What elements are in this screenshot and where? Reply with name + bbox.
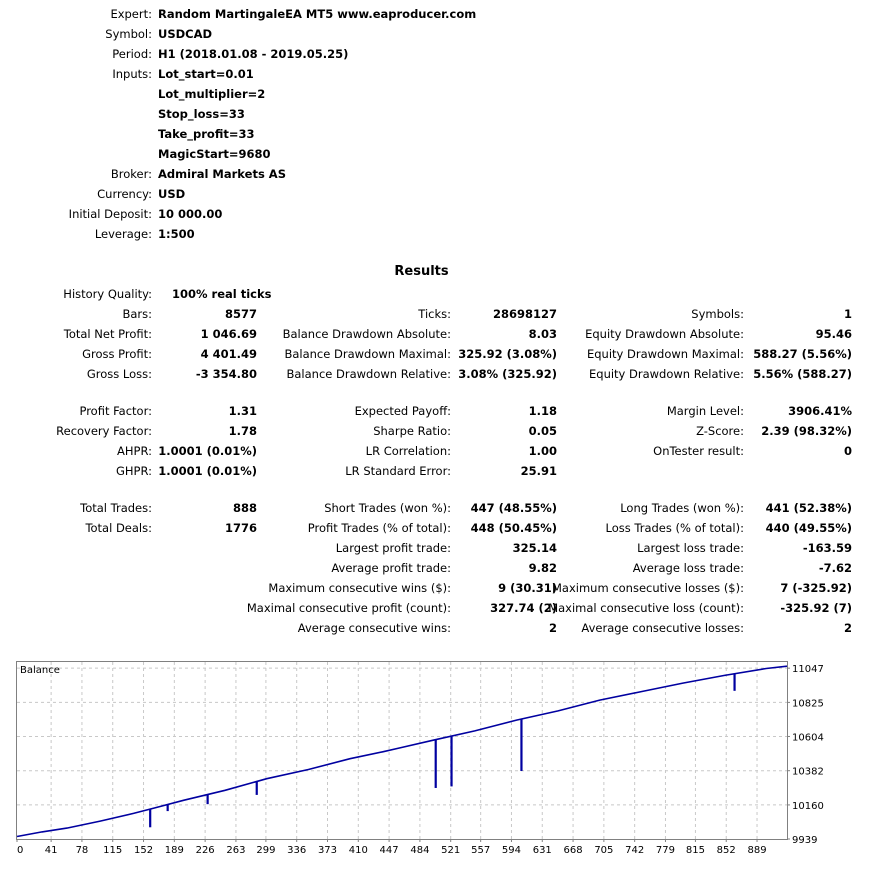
input-take-profit: Take_profit=33 [158,127,255,141]
stat-label: AHPR: [117,444,152,458]
stat-value: -163.59 [802,541,852,555]
stat-label: Maximal consecutive loss (count): [548,601,744,615]
stat-value: 440 (49.55%) [765,521,852,535]
stat-label: Expected Payoff: [354,404,451,418]
stat-label: Gross Loss: [86,367,152,381]
stat-value: 8577 [224,307,257,321]
x-tick-label: 631 [532,845,552,856]
x-tick-label: 336 [287,845,307,856]
stat-label: Short Trades (won %): [324,501,451,515]
stat-label: Equity Drawdown Absolute: [585,327,744,341]
y-tick-label: 11047 [792,664,824,676]
stat-label: Average profit trade: [331,561,451,575]
stat-value: 25.91 [520,464,557,478]
stat-value: 325.14 [512,541,557,555]
stat-value: 1 [843,307,852,321]
x-tick-label: 373 [317,845,338,856]
stat-value: 0.05 [528,424,557,438]
stat-value: 1.0001 (0.01%) [158,464,257,478]
stat-label: Balance Drawdown Relative: [286,367,451,381]
stat-value: 1 046.69 [200,327,257,341]
expert-value: Random MartingaleEA MT5 www.eaproducer.com [158,7,477,21]
stat-label: Long Trades (won %): [620,501,744,515]
x-tick-label: 742 [625,845,645,856]
stat-value: 3906.41% [788,404,852,418]
broker-label: Broker: [110,167,152,181]
x-tick-label: 594 [501,845,522,856]
leverage-value: 1:500 [158,227,195,241]
stat-label: Margin Level: [666,404,744,418]
stat-label: Gross Profit: [82,347,152,361]
stat-label: Balance Drawdown Maximal: [284,347,451,361]
y-axis [787,664,824,846]
stat-value: 1.78 [228,424,257,438]
stat-label: Z-Score: [696,424,744,438]
stat-value: 95.46 [815,327,852,341]
chart-title: Balance [20,665,60,676]
input-lot-multiplier: Lot_multiplier=2 [158,87,266,101]
stat-label: Maximum consecutive wins ($): [268,581,451,595]
stat-label: Ticks: [418,307,451,321]
x-tick-label: 889 [747,845,767,856]
input-lot-start: Lot_start=0.01 [158,67,254,81]
stat-value: 28698127 [492,307,557,321]
stat-label: LR Correlation: [365,444,451,458]
stat-value: -7.62 [818,561,852,575]
stat-label: Total Trades: [80,501,152,515]
x-tick-label: 0 [17,845,24,856]
x-tick-label: 189 [164,845,184,856]
y-tick-label: 10825 [792,698,824,710]
stat-value: 888 [232,501,257,515]
y-tick-label: 10160 [792,800,824,812]
results-title: Results [394,264,449,279]
stat-label: Loss Trades (% of total): [605,521,744,535]
x-tick-label: 521 [441,845,461,856]
input-magic-start: MagicStart=9680 [158,147,271,161]
stat-value: 2 [548,621,557,635]
stat-value: 5.56% (588.27) [753,367,852,381]
symbol-label: Symbol: [105,27,152,41]
stat-value: 3.08% (325.92) [458,367,557,381]
inputs-label: Inputs: [112,67,152,81]
stat-label: Largest loss trade: [637,541,744,555]
stat-label: GHPR: [115,464,152,478]
x-tick-label: 41 [44,845,58,856]
stat-label: Average consecutive losses: [581,621,744,635]
stat-value: 448 (50.45%) [470,521,557,535]
currency-value: USD [158,187,186,201]
x-tick-label: 410 [348,845,368,856]
input-stop-loss: Stop_loss=33 [158,107,245,121]
stat-value: 8.03 [528,327,557,341]
stat-label: Profit Trades (% of total): [307,521,451,535]
history-quality-label: History Quality: [63,287,152,301]
period-label: Period: [112,47,152,61]
stat-value: 327.74 (2) [490,601,557,615]
stat-value: 2.39 (98.32%) [761,424,852,438]
leverage-label: Leverage: [94,227,152,241]
x-tick-label: 152 [133,845,154,856]
stat-label: Balance Drawdown Absolute: [282,327,451,341]
stat-label: Equity Drawdown Relative: [589,367,744,381]
x-tick-label: 78 [75,845,89,856]
stat-label: Largest profit trade: [335,541,451,555]
x-tick-label: 484 [410,845,430,856]
stat-label: Recovery Factor: [56,424,152,438]
stat-label: OnTester result: [653,444,744,458]
stat-value: 1.31 [228,404,257,418]
x-axis [17,839,767,856]
x-tick-label: 779 [655,845,676,856]
stat-label: Average consecutive wins: [297,621,451,635]
stat-label: Equity Drawdown Maximal: [586,347,744,361]
stat-value: 9 (30.31) [498,581,557,595]
plot-frame [17,662,788,840]
stat-value: 1.00 [528,444,557,458]
stat-value: 1.18 [528,404,557,418]
stat-label: LR Standard Error: [345,464,451,478]
currency-label: Currency: [97,187,152,201]
stat-label: Symbols: [691,307,744,321]
x-tick-label: 447 [379,845,399,856]
stat-value: 441 (52.38%) [765,501,852,515]
stat-value: 588.27 (5.56%) [753,347,852,361]
stat-label: Maximum consecutive losses ($): [552,581,744,595]
period-value: H1 (2018.01.08 - 2019.05.25) [158,47,349,61]
stat-value: 0 [843,444,852,458]
stat-label: Bars: [122,307,152,321]
x-tick-label: 852 [716,845,736,856]
x-tick-label: 705 [594,845,614,856]
initial-deposit-label: Initial Deposit: [68,207,152,221]
expert-label: Expert: [110,7,152,21]
y-tick-label: 9939 [792,835,818,846]
x-tick-label: 226 [195,845,215,856]
stat-label: Total Net Profit: [63,327,152,341]
x-tick-label: 299 [256,845,276,856]
history-quality-value: 100% real ticks [172,287,272,301]
stat-value: 9.82 [528,561,557,575]
stat-value: 4 401.49 [200,347,257,361]
initial-deposit-value: 10 000.00 [158,207,223,221]
stat-label: Profit Factor: [79,404,152,418]
x-tick-label: 115 [103,845,123,856]
stat-value: 447 (48.55%) [470,501,557,515]
y-tick-label: 10604 [792,732,824,744]
stat-value: -325.92 (7) [780,601,852,615]
stat-label: Sharpe Ratio: [373,424,451,438]
broker-value: Admiral Markets AS [158,167,286,181]
y-tick-label: 10382 [792,766,824,778]
stat-value: 1.0001 (0.01%) [158,444,257,458]
stat-value: 2 [843,621,852,635]
stat-label: Average loss trade: [632,561,744,575]
stat-value: -3 354.80 [195,367,257,381]
balance-chart [16,661,856,861]
stat-value: 7 (-325.92) [780,581,852,595]
x-tick-label: 815 [685,845,705,856]
stat-value: 325.92 (3.08%) [458,347,557,361]
stat-value: 1776 [224,521,257,535]
x-tick-label: 668 [563,845,583,856]
stat-label: Maximal consecutive profit (count): [246,601,451,615]
x-tick-label: 263 [226,845,246,856]
x-tick-label: 557 [471,845,491,856]
symbol-value: USDCAD [158,27,213,41]
stat-label: Total Deals: [85,521,152,535]
